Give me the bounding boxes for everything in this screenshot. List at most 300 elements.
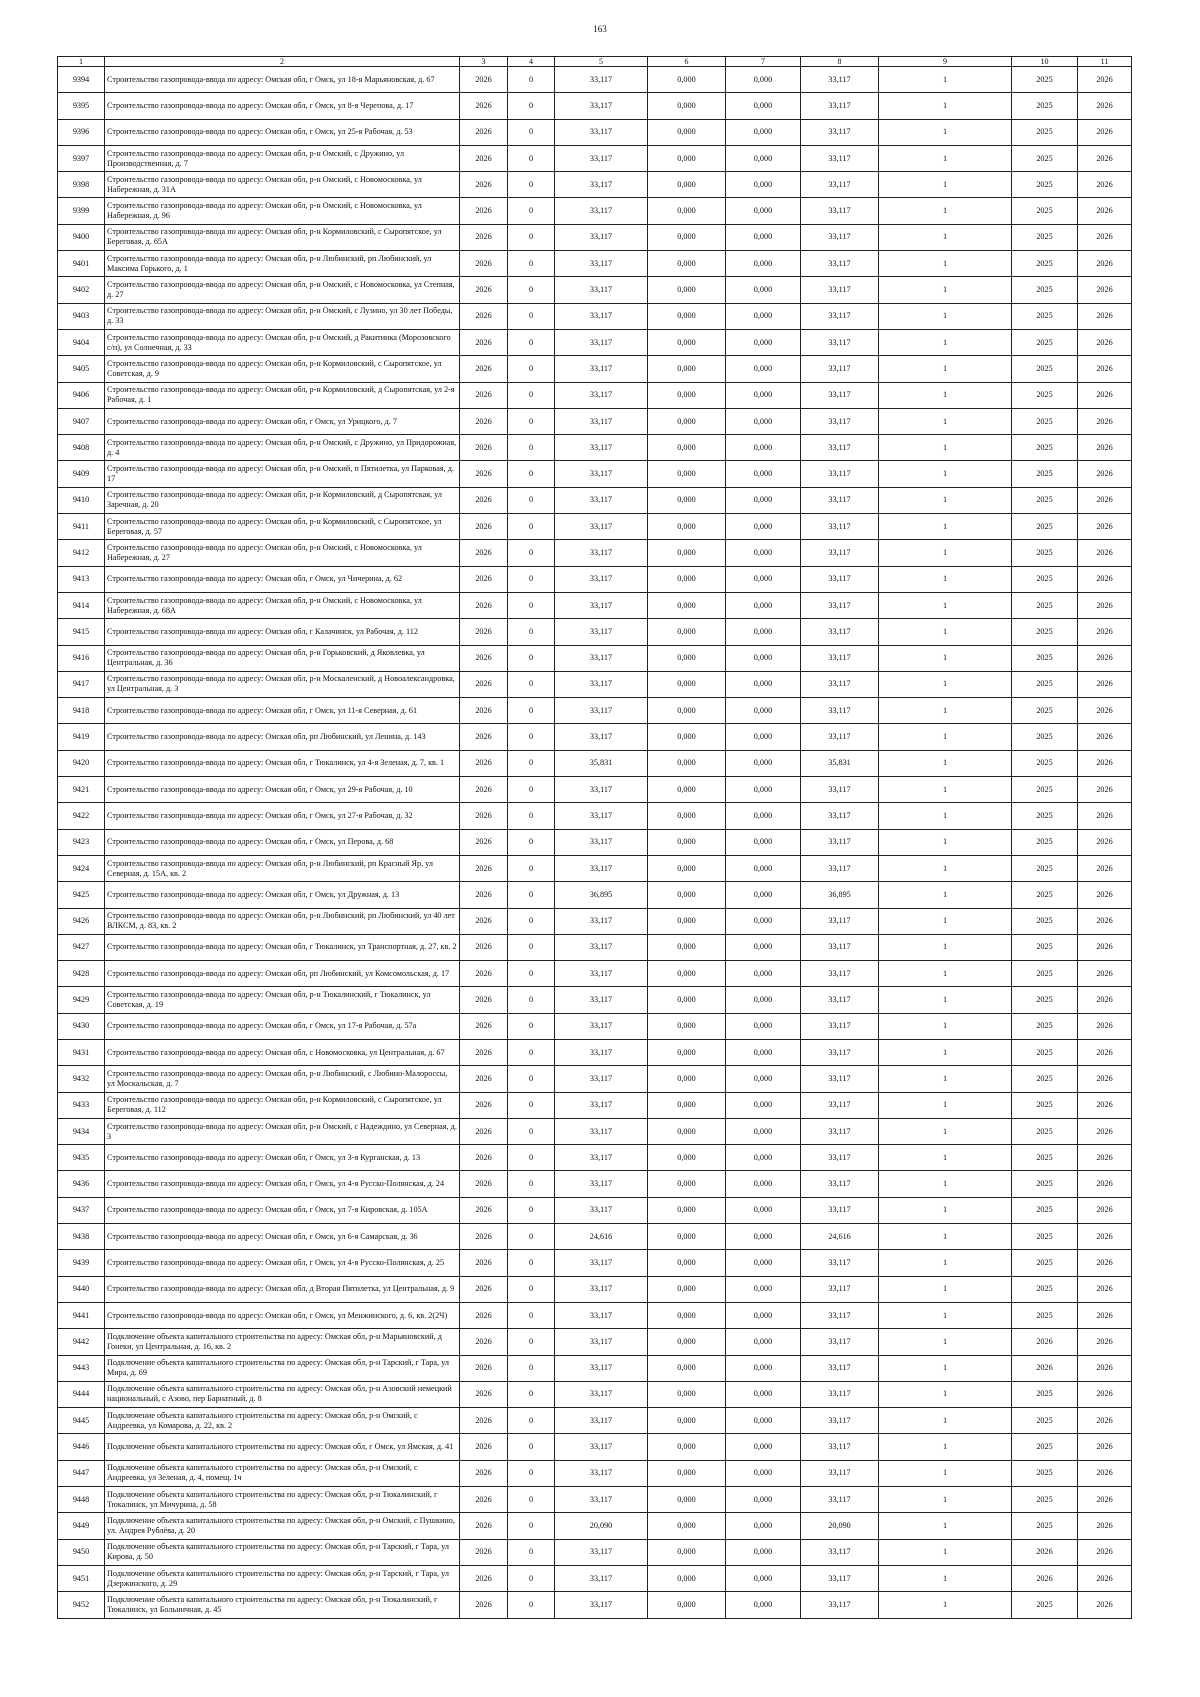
- col10-cell: 2025: [1012, 514, 1078, 540]
- col9-cell: 1: [879, 592, 1012, 618]
- row-number-cell: 9447: [58, 1460, 105, 1486]
- col8-cell: 33,117: [801, 1355, 879, 1381]
- col5-cell: 33,117: [555, 698, 648, 724]
- col7-cell: 0,000: [726, 1592, 801, 1618]
- col9-cell: 1: [879, 224, 1012, 250]
- col8-cell: 33,117: [801, 1539, 879, 1565]
- col7-cell: 0,000: [726, 1224, 801, 1250]
- col10-cell: 2025: [1012, 1171, 1078, 1197]
- col8-cell: 33,117: [801, 1092, 879, 1118]
- col4-cell: 0: [508, 1224, 555, 1250]
- object-name-cell: Подключение объекта капитального строительства по адресу: Омская обл, р-н Тарский, г Тара, ул Дзержинского, д. 29: [105, 1565, 460, 1591]
- col5-cell: 33,117: [555, 671, 648, 697]
- col10-cell: 2025: [1012, 1592, 1078, 1618]
- col3-cell: 2026: [460, 566, 508, 592]
- col9-cell: 1: [879, 461, 1012, 487]
- col8-cell: 33,117: [801, 698, 879, 724]
- table-row: [58, 592, 1132, 618]
- col7-cell: 0,000: [726, 1118, 801, 1144]
- col5-cell: 33,117: [555, 1539, 648, 1565]
- col8-cell: 33,117: [801, 93, 879, 119]
- table-row: [58, 855, 1132, 881]
- col9-cell: 1: [879, 172, 1012, 198]
- col5-cell: 33,117: [555, 382, 648, 408]
- col4-cell: 0: [508, 172, 555, 198]
- object-name-cell: Подключение объекта капитального строительства по адресу: Омская обл, р-н Тарский, г Тара, ул Мира, д. 69: [105, 1355, 460, 1381]
- row-number-cell: 9399: [58, 198, 105, 224]
- col7-cell: 0,000: [726, 408, 801, 434]
- row-number-cell: 9421: [58, 777, 105, 803]
- col7-cell: 0,000: [726, 1276, 801, 1302]
- col6-cell: 0,000: [648, 1329, 726, 1355]
- col5-cell: 33,117: [555, 619, 648, 645]
- row-number-cell: 9412: [58, 540, 105, 566]
- col5-cell: 33,117: [555, 487, 648, 513]
- col4-cell: 0: [508, 540, 555, 566]
- object-name-cell: Строительство газопровода-ввода по адресу: Омская обл, г Омск, ул Менжинского, д. 6, кв. 2(2Ч): [105, 1302, 460, 1328]
- col10-cell: 2025: [1012, 934, 1078, 960]
- col11-cell: 2026: [1078, 698, 1132, 724]
- col8-cell: 20,090: [801, 1513, 879, 1539]
- table-row: [58, 67, 1132, 93]
- col5-cell: 33,117: [555, 329, 648, 355]
- col10-cell: 2025: [1012, 1197, 1078, 1223]
- object-name-cell: Строительство газопровода-ввода по адресу: Омская обл, р-н Омский, с Новомосковка, ул Набережная, д. 68А: [105, 592, 460, 618]
- col8-cell: 33,117: [801, 382, 879, 408]
- col5-cell: 33,117: [555, 514, 648, 540]
- col6-cell: 0,000: [648, 1013, 726, 1039]
- row-number-cell: 9438: [58, 1224, 105, 1250]
- col9-cell: 1: [879, 382, 1012, 408]
- col3-cell: 2026: [460, 1460, 508, 1486]
- table-row: [58, 829, 1132, 855]
- row-number-cell: 9448: [58, 1487, 105, 1513]
- col7-cell: 0,000: [726, 172, 801, 198]
- col10-cell: 2025: [1012, 1434, 1078, 1460]
- col3-cell: 2026: [460, 1539, 508, 1565]
- col8-cell: 33,117: [801, 119, 879, 145]
- col10-cell: 2025: [1012, 93, 1078, 119]
- col6-cell: 0,000: [648, 1171, 726, 1197]
- col4-cell: 0: [508, 619, 555, 645]
- col3-cell: 2026: [460, 1224, 508, 1250]
- col11-cell: 2026: [1078, 1092, 1132, 1118]
- col11-cell: 2026: [1078, 356, 1132, 382]
- col4-cell: 0: [508, 777, 555, 803]
- col7-cell: 0,000: [726, 1487, 801, 1513]
- col9-cell: 1: [879, 93, 1012, 119]
- col6-cell: 0,000: [648, 961, 726, 987]
- object-name-cell: Подключение объекта капитального строительства по адресу: Омская обл, р-н Азовский немецкий национальный, с Азово, пер Барнатный, д. 8: [105, 1381, 460, 1407]
- col3-cell: 2026: [460, 67, 508, 93]
- col5-cell: 33,117: [555, 1592, 648, 1618]
- col9-cell: 1: [879, 1197, 1012, 1223]
- col6-cell: 0,000: [648, 829, 726, 855]
- col4-cell: 0: [508, 251, 555, 277]
- col3-cell: 2026: [460, 908, 508, 934]
- col11-cell: 2026: [1078, 750, 1132, 776]
- col3-cell: 2026: [460, 356, 508, 382]
- col9-cell: 1: [879, 1592, 1012, 1618]
- col5-cell: 33,117: [555, 145, 648, 171]
- col7-cell: 0,000: [726, 1513, 801, 1539]
- row-number-cell: 9424: [58, 855, 105, 881]
- col8-cell: 33,117: [801, 1145, 879, 1171]
- object-name-cell: Строительство газопровода-ввода по адресу: Омская обл, г Омск, ул Чичерина, д. 62: [105, 566, 460, 592]
- col3-cell: 2026: [460, 224, 508, 250]
- col10-cell: 2025: [1012, 172, 1078, 198]
- col10-cell: 2025: [1012, 1513, 1078, 1539]
- col3-cell: 2026: [460, 435, 508, 461]
- table-row: [58, 1276, 1132, 1302]
- row-number-cell: 9431: [58, 1039, 105, 1065]
- col3-cell: 2026: [460, 1487, 508, 1513]
- col8-cell: 33,117: [801, 172, 879, 198]
- col3-cell: 2026: [460, 1408, 508, 1434]
- col6-cell: 0,000: [648, 1302, 726, 1328]
- col9-cell: 1: [879, 645, 1012, 671]
- object-name-cell: Строительство газопровода-ввода по адресу: Омская обл, р-н Кормиловский, д Сыропятская, ул 2-я Рабочая, д. 1: [105, 382, 460, 408]
- col9-cell: 1: [879, 829, 1012, 855]
- row-number-cell: 9407: [58, 408, 105, 434]
- col3-cell: 2026: [460, 461, 508, 487]
- table-row: [58, 750, 1132, 776]
- col4-cell: 0: [508, 566, 555, 592]
- col11-cell: 2026: [1078, 1302, 1132, 1328]
- col5-cell: 33,117: [555, 540, 648, 566]
- col7-cell: 0,000: [726, 119, 801, 145]
- col7-cell: 0,000: [726, 514, 801, 540]
- col6-cell: 0,000: [648, 93, 726, 119]
- col10-cell: 2025: [1012, 724, 1078, 750]
- table-row: [58, 1434, 1132, 1460]
- col8-cell: 33,117: [801, 487, 879, 513]
- column-number-header: 8: [801, 57, 879, 67]
- table-row: [58, 698, 1132, 724]
- col5-cell: 33,117: [555, 1408, 648, 1434]
- table-row: [58, 1408, 1132, 1434]
- col9-cell: 1: [879, 619, 1012, 645]
- col3-cell: 2026: [460, 750, 508, 776]
- col8-cell: 33,117: [801, 566, 879, 592]
- col3-cell: 2026: [460, 198, 508, 224]
- row-number-cell: 9428: [58, 961, 105, 987]
- col9-cell: 1: [879, 1224, 1012, 1250]
- col4-cell: 0: [508, 93, 555, 119]
- col9-cell: 1: [879, 1302, 1012, 1328]
- col4-cell: 0: [508, 224, 555, 250]
- table-row: [58, 1171, 1132, 1197]
- row-number-cell: 9401: [58, 251, 105, 277]
- row-number-cell: 9400: [58, 224, 105, 250]
- table-row: [58, 1302, 1132, 1328]
- col4-cell: 0: [508, 1329, 555, 1355]
- object-name-cell: Строительство газопровода-ввода по адресу: Омская обл, р-н Любинский, рп Любинский, ул 40 лет ВЛКСМ, д. 83, кв. 2: [105, 908, 460, 934]
- object-name-cell: Строительство газопровода-ввода по адресу: Омская обл, г Омск, ул 3-я Курганская, д. 13: [105, 1145, 460, 1171]
- row-number-cell: 9434: [58, 1118, 105, 1144]
- col8-cell: 33,117: [801, 408, 879, 434]
- row-number-cell: 9444: [58, 1381, 105, 1407]
- col5-cell: 33,117: [555, 1171, 648, 1197]
- table-row: [58, 987, 1132, 1013]
- row-number-cell: 9445: [58, 1408, 105, 1434]
- col8-cell: 33,117: [801, 803, 879, 829]
- col7-cell: 0,000: [726, 1434, 801, 1460]
- col11-cell: 2026: [1078, 1145, 1132, 1171]
- table-row: [58, 1381, 1132, 1407]
- col11-cell: 2026: [1078, 461, 1132, 487]
- col4-cell: 0: [508, 1565, 555, 1591]
- col10-cell: 2025: [1012, 566, 1078, 592]
- col5-cell: 33,117: [555, 987, 648, 1013]
- col5-cell: 33,117: [555, 1434, 648, 1460]
- col10-cell: 2025: [1012, 382, 1078, 408]
- col6-cell: 0,000: [648, 1381, 726, 1407]
- table-row: [58, 1066, 1132, 1092]
- col11-cell: 2026: [1078, 1250, 1132, 1276]
- col6-cell: 0,000: [648, 1039, 726, 1065]
- col9-cell: 1: [879, 1513, 1012, 1539]
- col7-cell: 0,000: [726, 1197, 801, 1223]
- col4-cell: 0: [508, 882, 555, 908]
- col11-cell: 2026: [1078, 1355, 1132, 1381]
- object-name-cell: Строительство газопровода-ввода по адресу: Омская обл, г Омск, ул 7-я Кировская, д. 105А: [105, 1197, 460, 1223]
- col7-cell: 0,000: [726, 251, 801, 277]
- col10-cell: 2025: [1012, 145, 1078, 171]
- col11-cell: 2026: [1078, 645, 1132, 671]
- col10-cell: 2025: [1012, 777, 1078, 803]
- col7-cell: 0,000: [726, 540, 801, 566]
- row-number-cell: 9440: [58, 1276, 105, 1302]
- col7-cell: 0,000: [726, 277, 801, 303]
- row-number-cell: 9413: [58, 566, 105, 592]
- col3-cell: 2026: [460, 145, 508, 171]
- table-row: [58, 224, 1132, 250]
- object-name-cell: Подключение объекта капитального строительства по адресу: Омская обл, р-н Омский, с Пушкино, ул. Андрея Рублёва, д. 20: [105, 1513, 460, 1539]
- col6-cell: 0,000: [648, 1487, 726, 1513]
- col11-cell: 2026: [1078, 198, 1132, 224]
- col11-cell: 2026: [1078, 224, 1132, 250]
- table-row: [58, 566, 1132, 592]
- col9-cell: 1: [879, 1355, 1012, 1381]
- col4-cell: 0: [508, 1092, 555, 1118]
- col5-cell: 33,117: [555, 1381, 648, 1407]
- col8-cell: 36,895: [801, 882, 879, 908]
- col6-cell: 0,000: [648, 303, 726, 329]
- row-number-cell: 9449: [58, 1513, 105, 1539]
- col11-cell: 2026: [1078, 435, 1132, 461]
- table-row: [58, 145, 1132, 171]
- col11-cell: 2026: [1078, 1408, 1132, 1434]
- col4-cell: 0: [508, 67, 555, 93]
- col4-cell: 0: [508, 145, 555, 171]
- col9-cell: 1: [879, 487, 1012, 513]
- col8-cell: 33,117: [801, 198, 879, 224]
- col4-cell: 0: [508, 1408, 555, 1434]
- col6-cell: 0,000: [648, 277, 726, 303]
- col6-cell: 0,000: [648, 172, 726, 198]
- table-row: [58, 198, 1132, 224]
- investment-program-table: [57, 56, 1132, 1619]
- col5-cell: 33,117: [555, 93, 648, 119]
- col6-cell: 0,000: [648, 1197, 726, 1223]
- col10-cell: 2026: [1012, 1565, 1078, 1591]
- table-row: [58, 514, 1132, 540]
- col9-cell: 1: [879, 1039, 1012, 1065]
- col6-cell: 0,000: [648, 1250, 726, 1276]
- table-row: [58, 1460, 1132, 1486]
- col8-cell: 33,117: [801, 1250, 879, 1276]
- col11-cell: 2026: [1078, 329, 1132, 355]
- col5-cell: 33,117: [555, 1118, 648, 1144]
- row-number-cell: 9432: [58, 1066, 105, 1092]
- col8-cell: 33,117: [801, 251, 879, 277]
- col9-cell: 1: [879, 1066, 1012, 1092]
- col6-cell: 0,000: [648, 1092, 726, 1118]
- col10-cell: 2025: [1012, 750, 1078, 776]
- table-row: [58, 119, 1132, 145]
- col8-cell: 33,117: [801, 303, 879, 329]
- col6-cell: 0,000: [648, 1145, 726, 1171]
- col7-cell: 0,000: [726, 777, 801, 803]
- col4-cell: 0: [508, 1276, 555, 1302]
- col7-cell: 0,000: [726, 303, 801, 329]
- object-name-cell: Подключение объекта капитального строительства по адресу: Омская обл, р-н Тюкалинский, г Тюкалинск, ул Мичурина, д. 58: [105, 1487, 460, 1513]
- col9-cell: 1: [879, 145, 1012, 171]
- col11-cell: 2026: [1078, 1381, 1132, 1407]
- col7-cell: 0,000: [726, 1066, 801, 1092]
- col10-cell: 2025: [1012, 408, 1078, 434]
- col4-cell: 0: [508, 961, 555, 987]
- col10-cell: 2025: [1012, 961, 1078, 987]
- table-row: [58, 619, 1132, 645]
- col5-cell: 33,117: [555, 198, 648, 224]
- col7-cell: 0,000: [726, 698, 801, 724]
- row-number-cell: 9408: [58, 435, 105, 461]
- col10-cell: 2025: [1012, 1039, 1078, 1065]
- col7-cell: 0,000: [726, 724, 801, 750]
- object-name-cell: Строительство газопровода-ввода по адресу: Омская обл, рп Любинский, ул Комсомольская, д. 17: [105, 961, 460, 987]
- object-name-cell: Строительство газопровода-ввода по адресу: Омская обл, р-н Тюкалинский, г Тюкалинск, ул Советская, д. 19: [105, 987, 460, 1013]
- col6-cell: 0,000: [648, 1539, 726, 1565]
- table-row: [58, 172, 1132, 198]
- col4-cell: 0: [508, 487, 555, 513]
- col3-cell: 2026: [460, 172, 508, 198]
- col9-cell: 1: [879, 987, 1012, 1013]
- col5-cell: 36,895: [555, 882, 648, 908]
- col3-cell: 2026: [460, 882, 508, 908]
- col11-cell: 2026: [1078, 1066, 1132, 1092]
- col4-cell: 0: [508, 1118, 555, 1144]
- col7-cell: 0,000: [726, 224, 801, 250]
- col7-cell: 0,000: [726, 382, 801, 408]
- col10-cell: 2025: [1012, 882, 1078, 908]
- col6-cell: 0,000: [648, 698, 726, 724]
- row-number-cell: 9427: [58, 934, 105, 960]
- col3-cell: 2026: [460, 1381, 508, 1407]
- col11-cell: 2026: [1078, 777, 1132, 803]
- col3-cell: 2026: [460, 987, 508, 1013]
- col8-cell: 33,117: [801, 908, 879, 934]
- col5-cell: 33,117: [555, 829, 648, 855]
- col3-cell: 2026: [460, 855, 508, 881]
- col5-cell: 33,117: [555, 1302, 648, 1328]
- col9-cell: 1: [879, 1487, 1012, 1513]
- col7-cell: 0,000: [726, 1302, 801, 1328]
- object-name-cell: Подключение объекта капитального строительства по адресу: Омская обл, р-н Тарский, г Тара, ул Кирова, д. 50: [105, 1539, 460, 1565]
- col4-cell: 0: [508, 1171, 555, 1197]
- col7-cell: 0,000: [726, 461, 801, 487]
- col7-cell: 0,000: [726, 1539, 801, 1565]
- col9-cell: 1: [879, 408, 1012, 434]
- col9-cell: 1: [879, 882, 1012, 908]
- col4-cell: 0: [508, 514, 555, 540]
- col3-cell: 2026: [460, 514, 508, 540]
- row-number-cell: 9410: [58, 487, 105, 513]
- col8-cell: 33,117: [801, 1329, 879, 1355]
- row-number-cell: 9402: [58, 277, 105, 303]
- col10-cell: 2025: [1012, 1276, 1078, 1302]
- row-number-cell: 9450: [58, 1539, 105, 1565]
- table-row: [58, 277, 1132, 303]
- table-row: [58, 777, 1132, 803]
- col6-cell: 0,000: [648, 1565, 726, 1591]
- col8-cell: 33,117: [801, 987, 879, 1013]
- col11-cell: 2026: [1078, 1276, 1132, 1302]
- col7-cell: 0,000: [726, 882, 801, 908]
- col10-cell: 2025: [1012, 1224, 1078, 1250]
- col6-cell: 0,000: [648, 1434, 726, 1460]
- object-name-cell: Строительство газопровода-ввода по адресу: Омская обл, р-н Кормиловский, с Сыропятское, ул Советская, д. 9: [105, 356, 460, 382]
- col8-cell: 24,616: [801, 1224, 879, 1250]
- col10-cell: 2026: [1012, 1329, 1078, 1355]
- column-number-header: 6: [648, 57, 726, 67]
- col5-cell: 33,117: [555, 251, 648, 277]
- object-name-cell: Подключение объекта капитального строительства по адресу: Омская обл, р-н Марьяновский, д Гонеки, ул Центральная, д. 16, кв. 2: [105, 1329, 460, 1355]
- col8-cell: 33,117: [801, 777, 879, 803]
- column-number-header: 3: [460, 57, 508, 67]
- column-number-header: 5: [555, 57, 648, 67]
- col11-cell: 2026: [1078, 382, 1132, 408]
- row-number-cell: 9409: [58, 461, 105, 487]
- object-name-cell: Подключение объекта капитального строительства по адресу: Омская обл, р-н Омский, с Андреевка, ул Зеленая, д. 4, помещ. 1ч: [105, 1460, 460, 1486]
- col10-cell: 2025: [1012, 1460, 1078, 1486]
- col9-cell: 1: [879, 698, 1012, 724]
- col7-cell: 0,000: [726, 1145, 801, 1171]
- col7-cell: 0,000: [726, 566, 801, 592]
- column-number-header: 11: [1078, 57, 1132, 67]
- col11-cell: 2026: [1078, 1487, 1132, 1513]
- col7-cell: 0,000: [726, 356, 801, 382]
- object-name-cell: Строительство газопровода-ввода по адресу: Омская обл, р-н Кормиловский, д Сыропятская, ул Заречная, д. 20: [105, 487, 460, 513]
- col3-cell: 2026: [460, 1145, 508, 1171]
- col8-cell: 33,117: [801, 329, 879, 355]
- col8-cell: 33,117: [801, 934, 879, 960]
- table-row: [58, 645, 1132, 671]
- row-number-cell: 9414: [58, 592, 105, 618]
- col3-cell: 2026: [460, 1329, 508, 1355]
- col8-cell: 33,117: [801, 829, 879, 855]
- row-number-cell: 9425: [58, 882, 105, 908]
- col3-cell: 2026: [460, 592, 508, 618]
- col6-cell: 0,000: [648, 987, 726, 1013]
- col8-cell: 33,117: [801, 67, 879, 93]
- col6-cell: 0,000: [648, 1355, 726, 1381]
- col5-cell: 33,117: [555, 277, 648, 303]
- col11-cell: 2026: [1078, 803, 1132, 829]
- col7-cell: 0,000: [726, 435, 801, 461]
- col5-cell: 33,117: [555, 592, 648, 618]
